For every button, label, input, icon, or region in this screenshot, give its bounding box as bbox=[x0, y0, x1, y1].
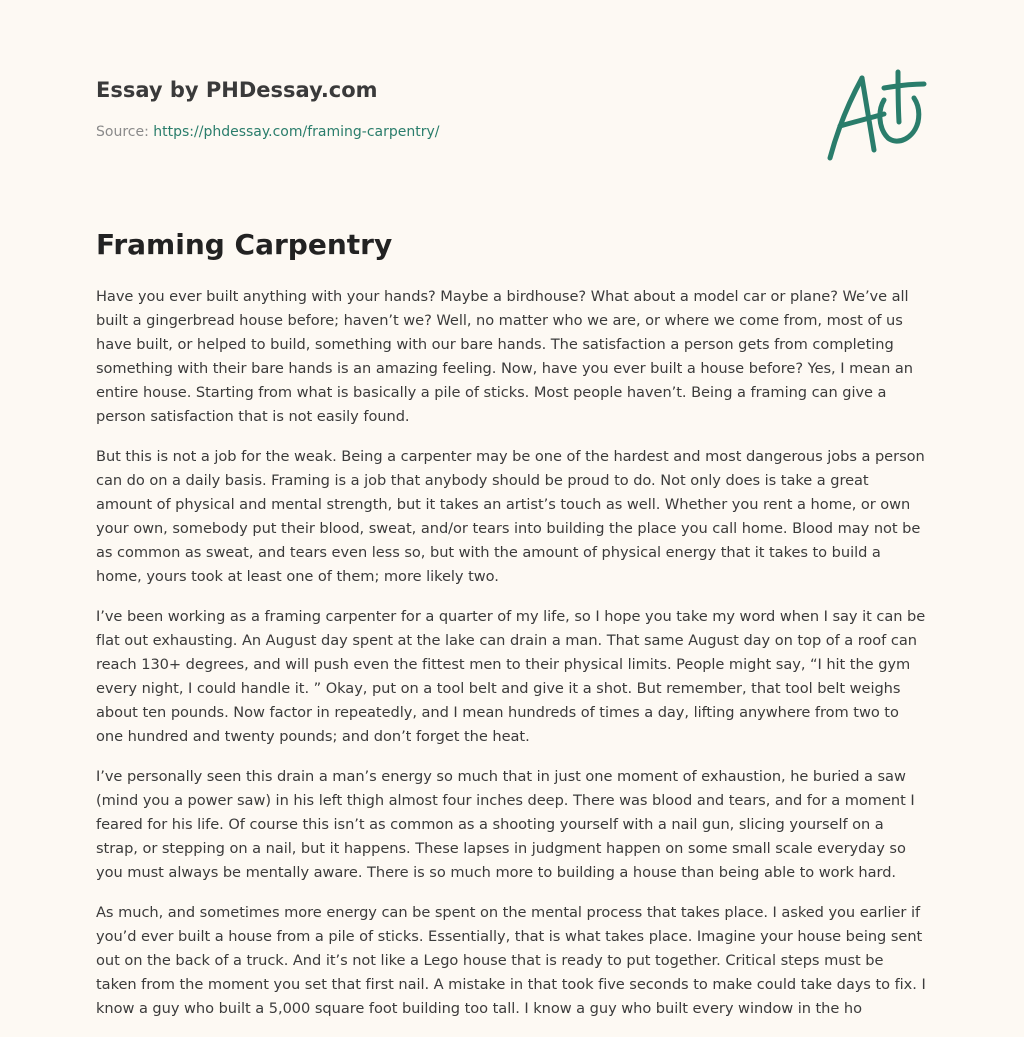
essay-paragraph: Have you ever built anything with your hands? Maybe a birdhouse? What about a model car or plane? We’ve all built a gingerbread house before; haven’t we? Well, no matter who we are, or where we come from, most of us have built, or helped to build, something with our bare hands. The satisfaction a person gets from completing something with their bare hands is an amazing feeling. Now, have you ever built a house before? Yes, I mean an entire house. Starting from what is basically a pile of sticks. Most people haven’t. Being a framing can give a person satisfaction that is not easily found. bbox=[96, 288, 913, 425]
source-label: Source: bbox=[96, 124, 154, 140]
essay-body bbox=[96, 285, 928, 1037]
essay-header bbox=[96, 76, 796, 142]
a-plus-grade-icon bbox=[822, 66, 932, 166]
site-brand: Essay by PHDessay.com bbox=[96, 78, 378, 102]
source-link[interactable]: https://phdessay.com/framing-carpentry/ bbox=[153, 124, 440, 140]
essay-title: Framing Carpentry bbox=[96, 228, 393, 261]
essay-paragraph: I’ve personally seen this drain a man’s energy so much that in just one moment of exhaustion, he buried a saw (mind you a power saw) in his left thigh almost four inches deep. There was blood and tears, and for a moment I feared for his life. Of course this isn’t as common as a shooting yourself with a nail gun, slicing yourself on a strap, or stepping on a nail, but it happens. These lapses in judgment happen on some small scale everyday so you must always be mentally aware. There is so much more to building a house than being able to work hard. bbox=[96, 768, 915, 881]
essay-paragraph: But this is not a job for the weak. Being a carpenter may be one of the hardest and most dangerous jobs a person can do on a daily basis. Framing is a job that anybody should be proud to do. Not only does is take a great amount of physical and mental strength, but it takes an artist’s touch as well. Whether you rent a home, or own your own, somebody put their blood, sweat, and/or tears into building the place you call home. Blood may not be as common as sweat, and tears even less so, but with the amount of physical energy that it takes to build a home, yours took at least one of them; more likely two. bbox=[96, 448, 925, 585]
essay-paragraph: As much, and sometimes more energy can be spent on the mental process that takes place. I asked you earlier if you’d ever built a house from a pile of sticks. Essentially, that is what takes place. Imagine your house being sent out on the back of a truck. And it’s not like a Lego house that is ready to put together. Critical steps must be taken from the moment you set that first nail. A mistake in that took five seconds to make could take days to fix. I know a guy who built a 5,000 square foot building too tall. I know a guy who built every window in the ho bbox=[96, 904, 926, 1017]
source-line bbox=[96, 122, 796, 142]
essay-paragraph: I’ve been working as a framing carpenter for a quarter of my life, so I hope you take my word when I say it can be flat out exhausting. An August day spent at the lake can drain a man. That same August day on top of a roof can reach 130+ degrees, and will push even the fittest men to their physical limits. People might say, “I hit the gym every night, I could handle it. ” Okay, put on a tool belt and give it a shot. But remember, that tool belt weighs about ten pounds. Now factor in repeatedly, and I mean hundreds of times a day, lifting anywhere from two to one hundred and twenty pounds; and don’t forget the heat. bbox=[96, 608, 926, 745]
